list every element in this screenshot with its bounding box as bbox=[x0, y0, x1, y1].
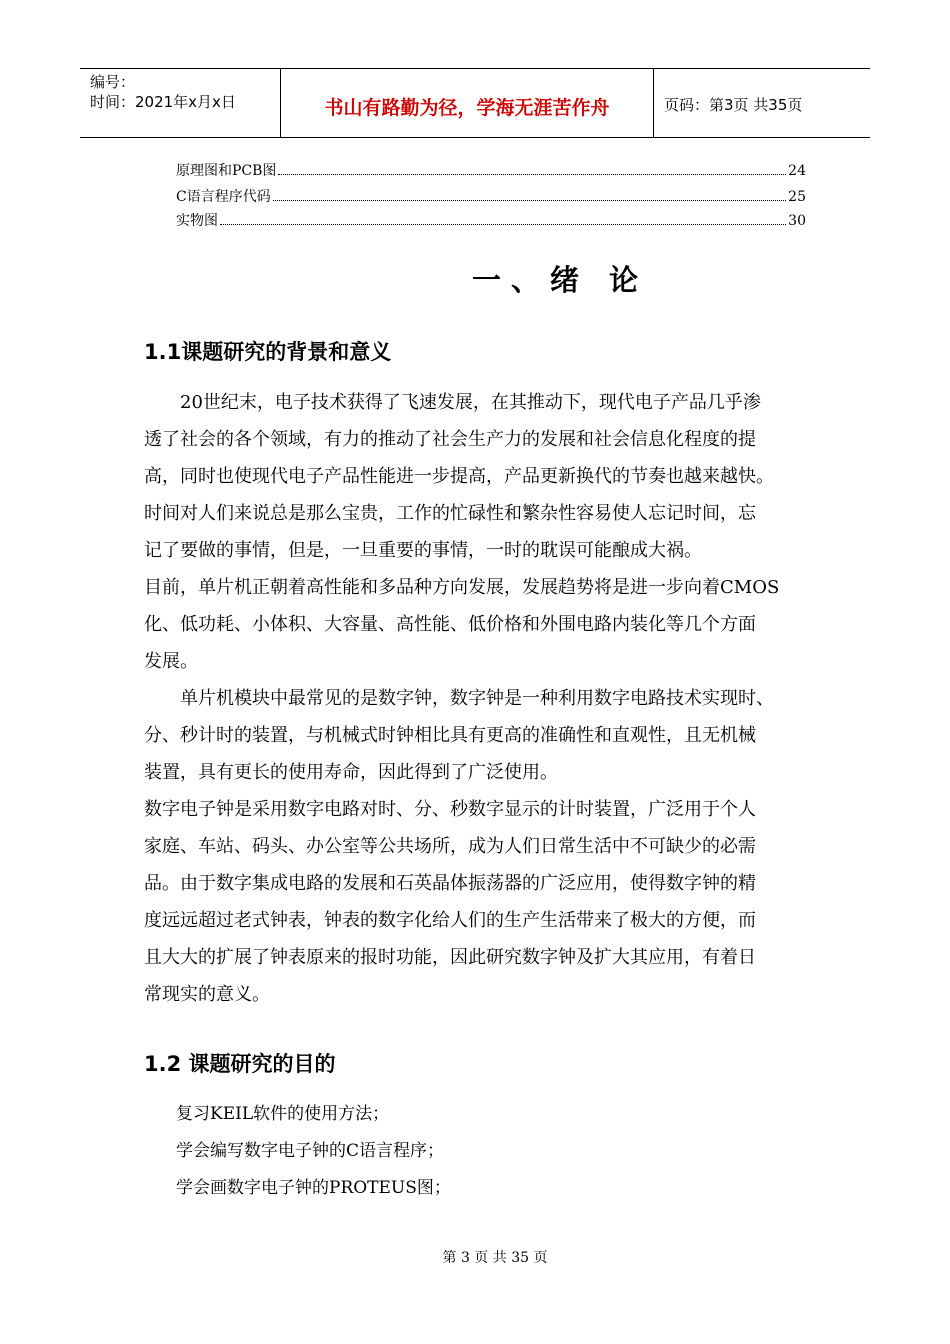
paragraph-line: 20世纪末，电子技术获得了飞速发展，在其推动下，现代电子产品几乎渗 bbox=[180, 392, 761, 413]
list-item: 复习KEIL软件的使用方法； bbox=[176, 1104, 390, 1124]
header-motto-cell bbox=[281, 69, 654, 137]
toc-entry[interactable] bbox=[176, 160, 806, 180]
toc-entry-page: 24 bbox=[788, 163, 806, 179]
header-number-label: 编号： bbox=[90, 73, 136, 91]
paragraph-line: 装置，具有更长的使用寿命，因此得到了广泛使用。 bbox=[144, 762, 558, 783]
header-motto: 书山有路勤为径，学海无涯苦作舟 bbox=[324, 97, 610, 119]
header-info-cell bbox=[80, 69, 281, 137]
section-heading: 1.2 课题研究的目的 bbox=[144, 1052, 336, 1076]
paragraph-line: 品。由于数字集成电路的发展和石英晶体振荡器的广泛应用，使得数字钟的精 bbox=[144, 873, 756, 894]
toc-leader-dots bbox=[273, 188, 786, 201]
paragraph-line: 数字电子钟是采用数字电路对时、分、秒数字显示的计时装置，广泛用于个人 bbox=[144, 799, 756, 820]
toc-entry-title: 实物图 bbox=[176, 213, 218, 229]
paragraph-line: 常现实的意义。 bbox=[144, 984, 270, 1005]
paragraph-line: 记了要做的事情，但是，一旦重要的事情，一时的耽误可能酿成大祸。 bbox=[144, 540, 702, 561]
paragraph bbox=[144, 680, 816, 791]
toc-leader-dots bbox=[220, 212, 786, 225]
paragraph-line: 化、低功耗、小体积、大容量、高性能、低价格和外围电路内装化等几个方面 bbox=[144, 614, 756, 635]
toc-entry[interactable] bbox=[176, 210, 806, 230]
toc-leader-dots bbox=[278, 162, 786, 175]
list-item: 学会画数字电子钟的PROTEUS图； bbox=[176, 1178, 451, 1198]
paragraph-line: 发展。 bbox=[144, 651, 198, 672]
chapter-title: 一、绪 论 bbox=[471, 263, 649, 297]
list-item: 学会编写数字电子钟的C语言程序； bbox=[176, 1141, 445, 1161]
header-time-label: 时间：2021年x月x日 bbox=[90, 93, 236, 111]
page-footer: 第 3 页 共 35 页 bbox=[442, 1250, 548, 1266]
toc-entry-page: 25 bbox=[788, 189, 806, 205]
header-page-cell bbox=[654, 69, 870, 137]
paragraph-line: 高，同时也使现代电子产品性能进一步提高，产品更新换代的节奏也越来越快。 bbox=[144, 466, 774, 487]
paragraph-line: 时间对人们来说总是那么宝贵，工作的忙碌性和繁杂性容易使人忘记时间，忘 bbox=[144, 503, 756, 524]
paragraph-line: 透了社会的各个领域，有力的推动了社会生产力的发展和社会信息化程度的提 bbox=[144, 429, 756, 450]
toc-entry-title: 原理图和PCB图 bbox=[176, 163, 277, 179]
paragraph-line: 且大大的扩展了钟表原来的报时功能，因此研究数字钟及扩大其应用，有着日 bbox=[144, 947, 756, 968]
paragraph-line: 目前，单片机正朝着高性能和多品种方向发展，发展趋势将是进一步向着CMOS bbox=[144, 577, 780, 598]
section-heading: 1.1课题研究的背景和意义 bbox=[144, 340, 392, 364]
toc-entry[interactable] bbox=[176, 186, 806, 206]
toc-entry-page: 30 bbox=[788, 213, 806, 229]
paragraph-line: 家庭、车站、码头、办公室等公共场所，成为人们日常生活中不可缺少的必需 bbox=[144, 836, 756, 857]
header-page-info: 页码：第3页 共35页 bbox=[664, 96, 803, 114]
paragraph-line: 度远远超过老式钟表，钟表的数字化给人们的生产生活带来了极大的方便，而 bbox=[144, 910, 756, 931]
header-table bbox=[80, 68, 870, 138]
goal-list bbox=[176, 1096, 451, 1207]
paragraph-line: 分、秒计时的装置，与机械式时钟相比具有更高的准确性和直观性，且无机械 bbox=[144, 725, 756, 746]
toc-entry-title: C语言程序代码 bbox=[176, 189, 271, 205]
paragraph bbox=[144, 791, 816, 1013]
paragraph bbox=[144, 384, 816, 569]
paragraph bbox=[144, 569, 816, 680]
paragraph-line: 单片机模块中最常见的是数字钟，数字钟是一种利用数字电路技术实现时、 bbox=[180, 688, 774, 709]
